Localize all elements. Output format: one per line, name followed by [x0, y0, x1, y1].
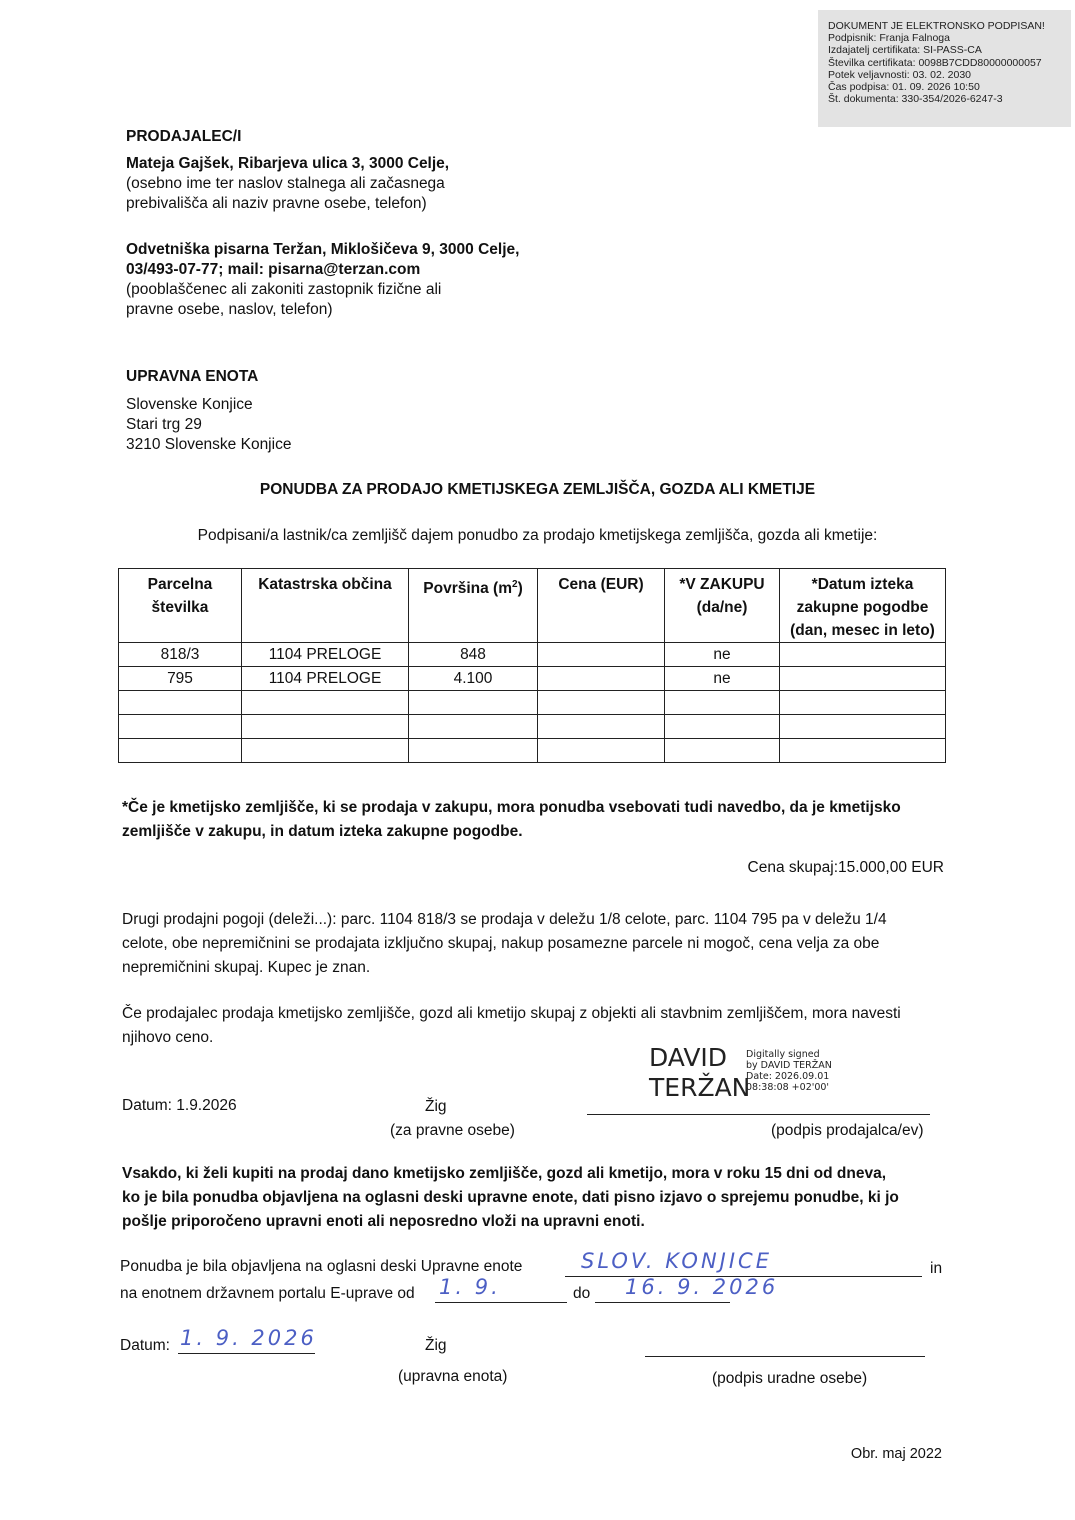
notice-line: ko je bila ponudba objavljena na oglasni deski upravne enote, dati pisno izjavo o sprejemu ponudbe, ki jo: [122, 1189, 899, 1206]
stamp-line: Izdajatelj certifikata: SI-PASS-CA: [828, 44, 982, 57]
document-title: PONUDBA ZA PRODAJO KMETIJSKEGA ZEMLJIŠČA, GOZDA ALI KMETIJE: [259, 481, 816, 498]
cell-expiry: [780, 715, 946, 739]
cell-price: [538, 739, 665, 763]
cell-area: 4.100: [409, 667, 538, 691]
signature-detail: Date: 2026.09.01: [746, 1071, 830, 1082]
stamp-label: Žig: [425, 1098, 447, 1115]
cell-cadastral: 1104 PRELOGE: [242, 643, 409, 667]
date-label: Datum: 1.9.2026: [122, 1097, 237, 1114]
cell-cadastral: [242, 739, 409, 763]
seller-name: Mateja Gajšek, Ribarjeva ulica 3, 3000 Celje,: [126, 155, 450, 172]
office-line: 3210 Slovenske Konjice: [126, 436, 292, 453]
other-terms: [122, 908, 887, 980]
header-parcel: Parcelna številka: [119, 569, 242, 643]
table-row: [119, 691, 946, 715]
cell-cadastral: 1104 PRELOGE: [242, 667, 409, 691]
stamp-line: Potek veljavnosti: 03. 02. 2030: [828, 68, 972, 81]
office-date-label: Datum:: [120, 1337, 170, 1354]
official-signature-line: [645, 1356, 925, 1357]
acceptance-notice: [122, 1162, 899, 1234]
seller-heading: PRODAJALEC/I: [126, 128, 242, 145]
representative-contact: 03/493-07-77; mail: pisarna@terzan.com: [126, 261, 421, 278]
terms-line: celote, obe nepremičnini se prodajata izključno skupaj, nakup posamezne parcele ni mogoč, cena velja za obe: [122, 935, 880, 952]
publish-in: in: [930, 1260, 943, 1277]
seller-hint: (osebno ime ter naslov stalnega ali začasnega: [126, 175, 445, 192]
intro-text: Podpisani/a lastnik/ca zemljišč dajem ponudbo za prodajo kmetijskega zemljišča, gozda ali kmetije:: [197, 527, 878, 544]
notice-line: Vsakdo, ki želi kupiti na prodaj dano kmetijsko zemljišče, gozd ali kmetijo, mora v roku 15 dni od dneva,: [122, 1165, 887, 1182]
header-expiry: *Datum izteka zakupne pogodbe (dan, mesec in leto): [780, 569, 946, 643]
cell-area: [409, 691, 538, 715]
office-line: Stari trg 29: [126, 416, 202, 433]
objects-note: [122, 1002, 901, 1050]
portal-text: na enotnem državnem portalu E-uprave od: [120, 1285, 415, 1302]
stamp-line: Št. dokumenta: 330-354/2026-6247-3: [828, 93, 1003, 106]
office-heading: UPRAVNA ENOTA: [126, 368, 259, 385]
office-stamp-label: Žig: [425, 1337, 447, 1354]
office-line: Slovenske Konjice: [126, 396, 253, 413]
notice-line: pošlje priporočeno upravni enoti ali neposredno vloži na upravni enoti.: [122, 1213, 645, 1230]
table-header-row: [119, 569, 946, 643]
lease-note: [122, 796, 901, 844]
cell-lease: ne: [665, 643, 780, 667]
terms-line: nepremičnini skupaj. Kupec je znan.: [122, 959, 371, 976]
office-date-field: [178, 1326, 317, 1354]
office-address: [126, 395, 291, 455]
cell-expiry: [780, 667, 946, 691]
representative-hint: (pooblaščenec ali zakoniti zastopnik fizične ali: [126, 281, 442, 298]
cell-lease: [665, 715, 780, 739]
signature-detail: Digitally signed: [746, 1049, 820, 1060]
seller-signature-line: [587, 1114, 930, 1115]
cell-price: [538, 667, 665, 691]
representative-hint: pravne osebe, naslov, telefon): [126, 301, 333, 318]
publish-to-field: [595, 1275, 779, 1303]
signature-surname: TERŽAN: [649, 1073, 751, 1102]
table-row: [119, 643, 946, 667]
seller-signature-hint: (podpis prodajalca/ev): [771, 1122, 924, 1139]
signature-detail: by DAVID TERŽAN: [746, 1060, 832, 1071]
cell-area: 848: [409, 643, 538, 667]
lease-note-line: *Če je kmetijsko zemljišče, ki se prodaja v zakupu, mora ponudba vsebovati tudi navedbo, da je kmetijsko: [122, 799, 901, 816]
representative-block: [126, 240, 519, 320]
cell-price: [538, 715, 665, 739]
cell-price: [538, 691, 665, 715]
form-version: Obr. maj 2022: [850, 1446, 942, 1462]
table-row: [119, 715, 946, 739]
table-row: [119, 739, 946, 763]
publish-from-handwritten: 1. 9.: [439, 1275, 501, 1299]
cell-area: [409, 715, 538, 739]
cell-area: [409, 739, 538, 763]
official-signature-hint: (podpis uradne osebe): [712, 1370, 868, 1387]
header-cadastral: Katastrska občina: [242, 569, 409, 643]
cell-expiry: [780, 739, 946, 763]
objects-line: njihovo ceno.: [122, 1029, 214, 1046]
cell-parcel: 818/3: [119, 643, 242, 667]
publish-office-handwritten: SLOV. KONJICE: [581, 1249, 772, 1273]
lease-note-line: zemljišče v zakupu, in datum izteka zakupne pogodbe.: [122, 823, 523, 840]
cell-price: [538, 643, 665, 667]
publish-office-field: [565, 1249, 922, 1277]
table-row: [119, 667, 946, 691]
stamp-line: DOKUMENT JE ELEKTRONSKO PODPISAN!: [828, 20, 1045, 32]
e-signature-stamp: [818, 10, 1071, 127]
objects-line: Če prodajalec prodaja kmetijsko zemljišče, gozd ali kmetijo skupaj z objekti ali stavbnim zemljiščem, mora navesti: [122, 1005, 901, 1022]
header-price: Cena (EUR): [538, 569, 665, 643]
stamp-line: Čas podpisa: 01. 09. 2026 10:50: [828, 81, 980, 94]
cell-lease: [665, 739, 780, 763]
header-area: Površina $(m^2)$: [409, 569, 538, 643]
cell-lease: ne: [665, 667, 780, 691]
signature-detail: 08:38:08 +02'00': [746, 1082, 830, 1093]
cell-parcel: [119, 739, 242, 763]
cell-parcel: [119, 691, 242, 715]
representative-line: Odvetniška pisarna Teržan, Miklošičeva 9, 3000 Celje,: [126, 241, 520, 258]
cell-parcel: 795: [119, 667, 242, 691]
digital-signature: [649, 1043, 750, 1103]
cell-parcel: [119, 715, 242, 739]
cell-expiry: [780, 691, 946, 715]
terms-line: Drugi prodajni pogoji (deleži...): parc. 1104 818/3 se prodaja v deležu 1/8 celote, parc. 1104 795 pa v deležu 1/4: [122, 911, 887, 928]
header-lease: *V ZAKUPU (da/ne): [665, 569, 780, 643]
seller-hint: prebivališča ali naziv pravne osebe, telefon): [126, 195, 427, 212]
stamp-line: Podpisnik: Franja Falnoga: [828, 32, 950, 45]
publish-from-field: [435, 1275, 567, 1303]
cell-cadastral: [242, 715, 409, 739]
seller-block: [126, 154, 449, 214]
office-stamp-hint: (upravna enota): [398, 1368, 508, 1385]
signature-name: DAVID: [649, 1043, 728, 1072]
office-date-handwritten: 1. 9. 2026: [180, 1326, 317, 1350]
stamp-hint: (za pravne osebe): [390, 1122, 515, 1139]
total-price: Cena skupaj:15.000,00 EUR: [747, 859, 944, 876]
publish-to-handwritten: 16. 9. 2026: [625, 1275, 779, 1299]
cell-cadastral: [242, 691, 409, 715]
publish-to-label: do: [573, 1285, 591, 1302]
cell-expiry: [780, 643, 946, 667]
signature-details: [746, 1049, 832, 1093]
stamp-line: Številka certifikata: 0098B7CDD80000000057: [828, 56, 1042, 69]
parcel-table: [118, 568, 946, 763]
cell-lease: [665, 691, 780, 715]
publish-text: Ponudba je bila objavljena na oglasni deski Upravne enote: [120, 1258, 523, 1275]
